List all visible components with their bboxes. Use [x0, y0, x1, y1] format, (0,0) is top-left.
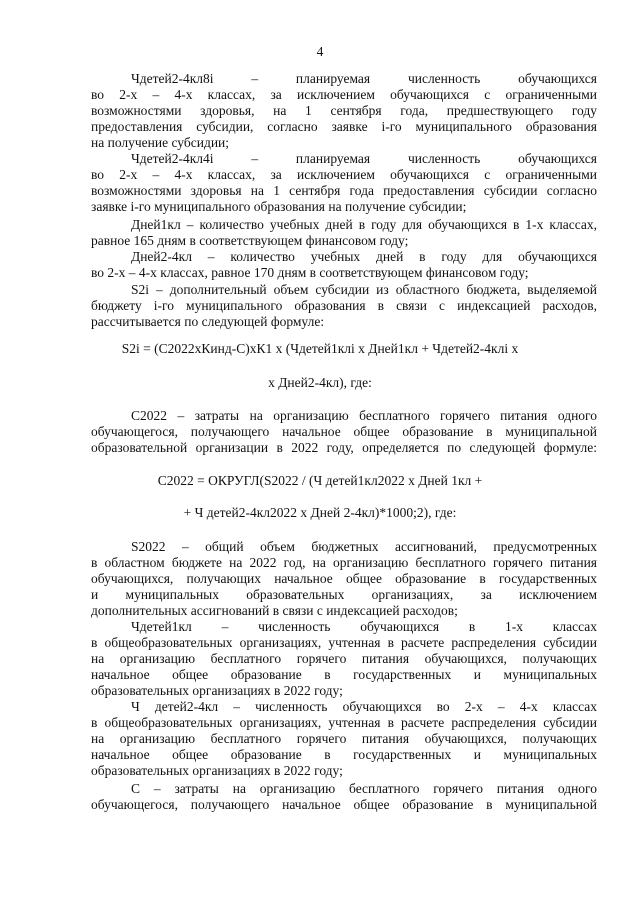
text-line: обучающегося, получающего начальное общее образование в муниципальной — [91, 797, 597, 812]
text-line: S2i – дополнительный объем субсидии из областного бюджета, выделяемой — [131, 282, 597, 297]
text-line: дополнительных ассигнований в связи с индексацией расходов; — [91, 603, 458, 618]
text-line: в общеобразовательных организациях, учтенная в расчете распределения субсидии — [91, 635, 597, 650]
text-line: Дней2-4кл – количество учебных дней в году для обучающихся — [131, 249, 597, 264]
text-line: возможностями здоровья на 1 сентября года предоставления субсидии согласно — [91, 183, 597, 198]
text-line: во 2-х – 4-х классах, равное 170 дням в соответствующем финансовом году; — [91, 265, 529, 280]
text-line: возможностями здоровья, на 1 сентября года, предшествующего году — [91, 103, 597, 118]
text-line: во 2-х – 4-х классах, за исключением обучающихся с ограниченными — [91, 167, 597, 182]
text-line: равное 165 дням в соответствующем финансовом году; — [91, 233, 409, 248]
formula-line: х Дней2-4кл), где: — [268, 375, 372, 390]
text-line: рассчитывается по следующей формуле: — [91, 314, 325, 329]
text-line: в общеобразовательных организациях, учтенная в расчете распределения субсидии — [91, 715, 597, 730]
text-line: Чдетей2-4кл4i – планируемая численность обучающихся — [131, 151, 597, 166]
text-line: образовательных организациях в 2022 году; — [91, 683, 343, 698]
text-line: предоставления субсидии, согласно заявке i-го муниципального образования — [91, 119, 597, 134]
text-line: образовательных организациях в 2022 году; — [91, 763, 343, 778]
page-number: 4 — [316, 44, 324, 59]
text-line: С2022 – затраты на организацию бесплатного горячего питания одного — [131, 408, 597, 423]
text-line: Чдетей2-4кл8i – планируемая численность обучающихся — [131, 71, 597, 86]
text-line: Чдетей1кл – численность обучающихся в 1-х классах — [131, 619, 597, 634]
text-line: на организацию бесплатного горячего питания обучающихся, получающих — [91, 651, 597, 666]
formula-line: С2022 = ОКРУГЛ(S2022 / (Ч детей1кл2022 х Дней 1кл + — [157, 473, 483, 488]
text-line: во 2-х – 4-х классах, за исключением обучающихся с ограниченными — [91, 87, 597, 102]
text-line: обучающегося, получающего начальное общее образование в муниципальной — [91, 424, 597, 439]
text-line: С – затраты на организацию бесплатного горячего питания одного — [131, 781, 597, 796]
text-line: на получение субсидии; — [91, 135, 230, 150]
text-line: и муниципальных образовательных организациях, за исключением — [91, 587, 597, 602]
text-line: Дней1кл – количество учебных дней в году для обучающихся в 1-х классах, — [131, 217, 597, 232]
text-line: S2022 – общий объем бюджетных ассигнований, предусмотренных — [131, 539, 597, 554]
text-line: начальное общее образование в государственных и муниципальных — [91, 667, 597, 682]
text-line: на организацию бесплатного горячего питания обучающихся, получающих — [91, 731, 597, 746]
text-line: обучающихся, получающих начальное общее образование в государственных — [91, 571, 597, 586]
text-line: бюджету i-го муниципального образования в связи с индексацией расходов, — [91, 298, 597, 313]
formula-line: S2i = (С2022хКинд-С)хК1 х (Чдетей1клi х Дней1кл + Чдетей2-4клi х — [121, 341, 519, 356]
text-line: в областном бюджете на 2022 год, на организацию бесплатного горячего питания — [91, 555, 597, 570]
formula-line: + Ч детей2-4кл2022 х Дней 2-4кл)*1000;2), где: — [183, 505, 457, 520]
text-line: начальное общее образование в государственных и муниципальных — [91, 747, 597, 762]
text-line: Ч детей2-4кл – численность обучающихся во 2-х – 4-х классах — [131, 699, 597, 714]
text-line: образовательной организации в 2022 году, определяется по следующей формуле: — [91, 440, 597, 455]
text-line: заявке i-го муниципального образования на получение субсидии; — [91, 199, 467, 214]
